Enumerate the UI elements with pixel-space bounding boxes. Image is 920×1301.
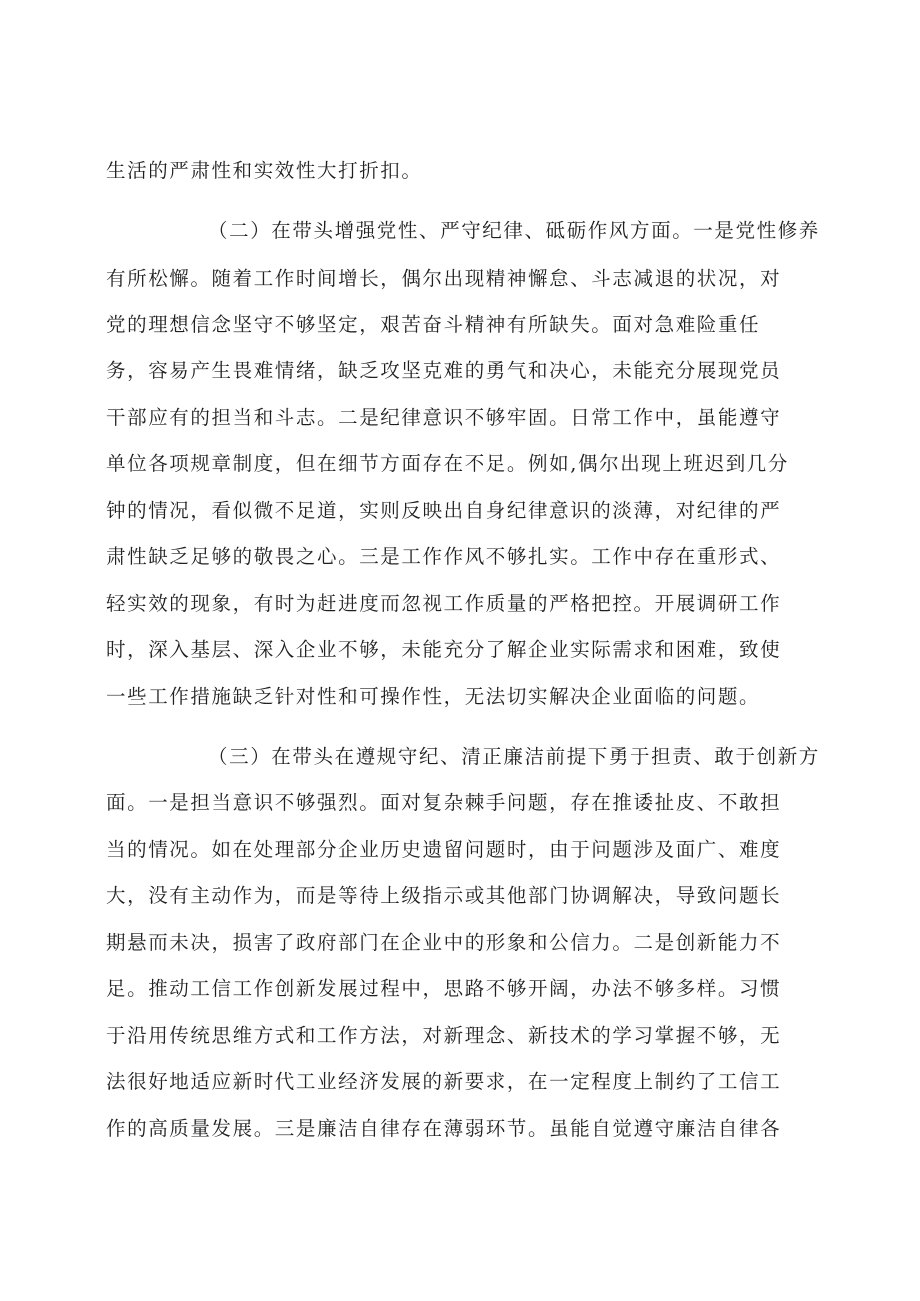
text-line: 生活的严肃性和实效性大打折扣。 [106,159,423,182]
text-line: 作的高质量发展。三是廉洁自律存在薄弱环节。虽能自觉遵守廉洁自律各 [106,1117,782,1140]
text-line: 党的理想信念坚守不够坚定，艰苦奋斗精神有所缺失。面对急难险重任 [106,313,761,336]
text-line: 当的情况。如在处理部分企业历史遗留问题时，由于问题涉及面广、难度 [106,838,782,861]
text-line: 期悬而未决，损害了政府部门在企业中的形象和公信力。二是创新能力不 [106,931,782,954]
text-line: 时，深入基层、深入企业不够，未能充分了解企业实际需求和困难，致使 [106,638,782,661]
text-line: 钟的情况，看似微不足道，实则反映出自身纪律意识的淡薄，对纪律的严 [106,499,782,522]
text-line: 有所松懈。随着工作时间增长，偶尔出现精神懈怠、斗志减退的状况，对 [106,267,782,290]
text-line: 肃性缺乏足够的敬畏之心。三是工作作风不够扎实。工作中存在重形式、 [106,545,782,568]
text-line: 面。一是担当意识不够强烈。面对复杂棘手问题，存在推诿扯皮、不敢担 [106,791,782,814]
text-line: 大，没有主动作为，而是等待上级指示或其他部门协调解决，导致问题长 [106,884,782,907]
text-line: 一些工作措施缺乏针对性和可操作性，无法切实解决企业面临的问题。 [106,685,761,708]
text-line: 干部应有的担当和斗志。二是纪律意识不够牢固。日常工作中，虽能遵守 [106,406,782,429]
text-line: 轻实效的现象，有时为赶进度而忽视工作质量的严格把控。开展调研工作 [106,592,782,615]
section-heading-line: （三）在带头在遵规守纪、清正廉洁前提下勇于担责、敢于创新方 [208,745,820,768]
text-line: 法很好地适应新时代工业经济发展的新要求，在一定程度上制约了工信工 [106,1070,782,1093]
text-line: 足。推动工信工作创新发展过程中，思路不够开阔，办法不够多样。习惯 [106,977,782,1000]
section-heading-line: （二）在带头增强党性、严守纪律、砥砺作风方面。一是党性修养 [208,219,820,242]
text-line: 务，容易产生畏难情绪，缺乏攻坚克难的勇气和决心，未能充分展现党员 [106,359,782,382]
text-line: 单位各项规章制度，但在细节方面存在不足。例如,偶尔出现上班迟到几分 [106,452,789,475]
text-line: 于沿用传统思维方式和工作方法，对新理念、新技术的学习掌握不够，无 [106,1024,782,1047]
